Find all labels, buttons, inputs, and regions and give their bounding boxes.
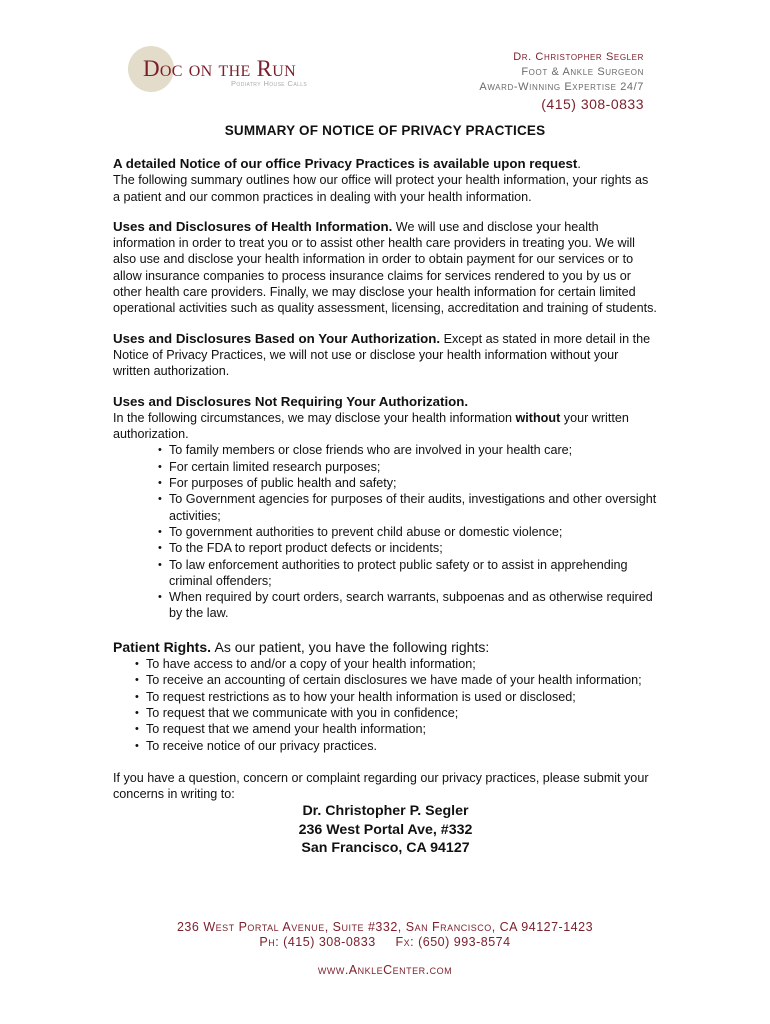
intro-paragraph: [113, 156, 658, 205]
section-2-text: Except as stated in more detail in the Notice of Privacy Practices, we will not use or disclose your health information without your written authorization.: [113, 331, 651, 379]
rights-lead: As our patient, you have the following rights:: [214, 638, 490, 655]
contact-city: San Francisco, CA 94127: [301, 840, 470, 857]
doctor-phone: (415) 308-0833: [541, 96, 644, 112]
document-body: [113, 156, 658, 858]
doctor-specialty: Foot & Ankle Surgeon: [521, 66, 644, 78]
section-health-information: [113, 219, 658, 317]
footer-address: 236 West Portal Avenue, Suite #332, San Francisco, CA 94127-1423: [176, 920, 594, 934]
doctor-name: Dr. Christopher Segler: [513, 51, 644, 63]
section-authorization: [113, 331, 658, 380]
list-item: • To government authorities to prevent child abuse or domestic violence;: [158, 524, 658, 540]
section-patient-rights: [113, 639, 658, 754]
section-3-text-after: your written authorization.: [113, 410, 629, 442]
list-item: • For certain limited research purposes;: [158, 459, 658, 475]
intro-heading-period: .: [577, 157, 581, 171]
contact-street: 236 West Portal Ave, #332: [298, 821, 473, 838]
list-item: • To request restrictions as to how your health information is used or disclosed;: [135, 689, 658, 705]
list-item: • When required by court orders, search warrants, subpoenas and as otherwise required by the law.: [158, 589, 658, 622]
list-item: • To the FDA to report product defects or incidents;: [158, 540, 658, 556]
rights-heading: Patient Rights.: [113, 638, 212, 655]
section-2-heading: Uses and Disclosures Based on Your Authorization.: [113, 330, 441, 346]
list-item: • For purposes of public health and safety;: [158, 475, 658, 491]
intro-heading: A detailed Notice of our office Privacy Practices is available upon request: [113, 156, 578, 171]
section-1-heading: Uses and Disclosures of Health Information.: [113, 218, 393, 234]
list-item: • To family members or close friends who are involved in your health care;: [158, 442, 658, 458]
rights-list: [113, 656, 658, 754]
section-no-authorization: [113, 394, 658, 622]
closing-paragraph: If you have a question, concern or complaint regarding our privacy practices, please submit your concerns in writing to:: [113, 770, 649, 802]
logo-name: Doc on the Run: [143, 56, 296, 81]
list-item: • To request that we amend your health information;: [135, 721, 658, 737]
section-3-text-before: In the following circumstances, we may disclose your health information: [113, 410, 512, 425]
list-item: • To law enforcement authorities to protect public safety or to assist in apprehending criminal offenders;: [158, 557, 658, 590]
section-3-text-bold: without: [515, 410, 561, 425]
list-item: • To request that we communicate with you in confidence;: [135, 705, 658, 721]
logo-tagline: Podiatry House Calls: [231, 79, 308, 88]
list-item: • To have access to and/or a copy of your health information;: [135, 656, 658, 672]
footer-phone-fax: Ph: (415) 308-0833 Fx: (650) 993-8574: [259, 935, 511, 949]
section-1-text: We will use and disclose your health information in order to treat you or to assist other health care providers in treating you. We will also use and disclose your health information in order to obtain payment for our services or to allow insurance companies to process insurance claims for services rendered to you by us or other health care providers. Finally, we may disclose your health information for certain limited operational activities such as quality assessment, licensing, accreditation and training of students.: [113, 219, 657, 316]
doctor-expertise: Award-Winning Expertise 24/7: [479, 81, 644, 93]
section-3-text: [113, 410, 658, 443]
section-3-heading: Uses and Disclosures Not Requiring Your Authorization.: [113, 393, 469, 409]
doctor-info-block: [479, 50, 644, 114]
document-title: SUMMARY OF NOTICE OF PRIVACY PRACTICES: [224, 123, 546, 138]
list-item: • To receive an accounting of certain disclosures we have made of your health information;: [135, 672, 658, 688]
list-item: • To Government agencies for purposes of their audits, investigations and other oversight activities;: [158, 491, 658, 524]
contact-block: [113, 802, 658, 858]
list-item: • To receive notice of our privacy practices.: [135, 738, 658, 754]
rights-heading-line: [113, 639, 658, 656]
intro-text: The following summary outlines how our office will protect your health information, your rights as a patient and our common practices in dealing with your health information.: [113, 173, 649, 204]
disclosure-list: [113, 442, 658, 621]
footer-website: www.AnkleCenter.com: [317, 963, 453, 977]
contact-name: Dr. Christopher P. Segler: [302, 803, 469, 820]
